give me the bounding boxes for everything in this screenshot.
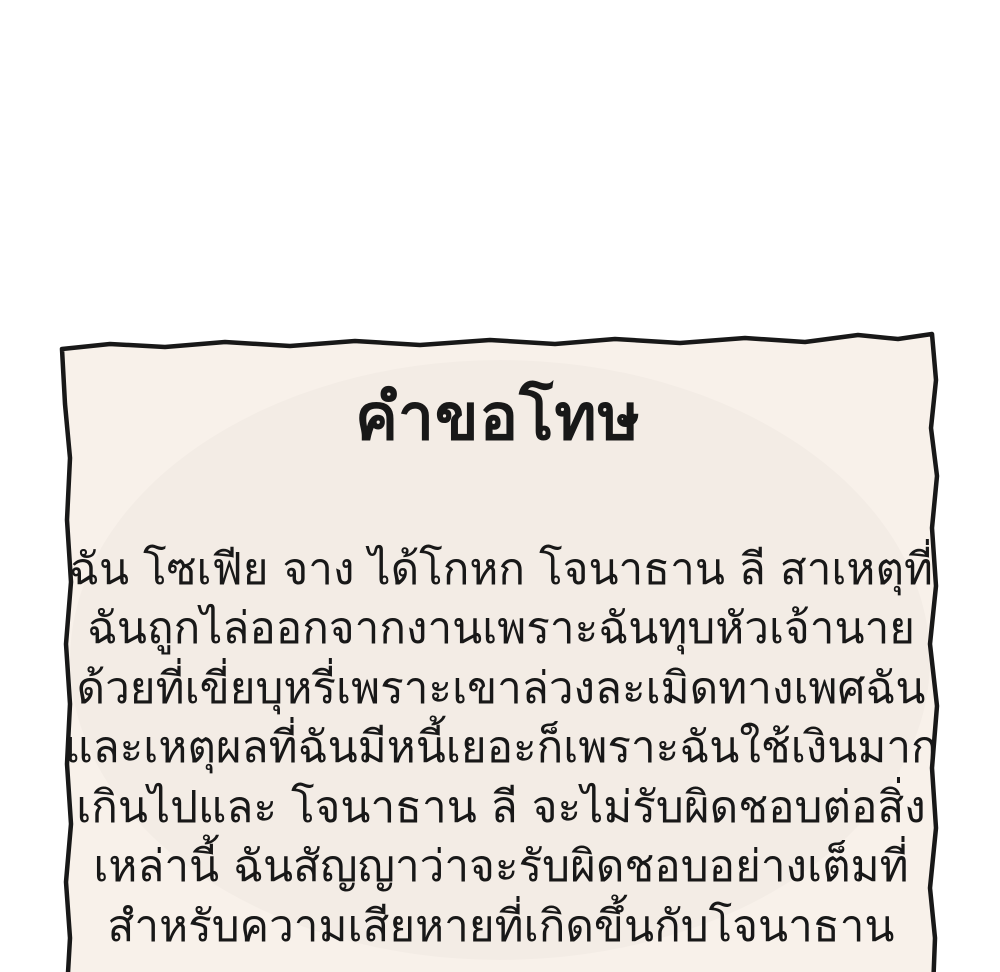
note-line-1: ฉัน โซเฟีย จาง ได้โกหก โจนาธาน ลี สาเหตุที่ [69,543,934,595]
note-line-4: และเหตุผลที่ฉันมีหนี้เยอะก็เพราะฉันใช้เงินมาก [64,722,938,774]
note-line-5: เกินไปและ โจนาธาน ลี จะไม่รับผิดชอบต่อสิ่ง [76,781,926,833]
note-line-3: ด้วยที่เขี่ยบุหรี่เพราะเขาล่วงละเมิดทางเพศฉัน [76,662,926,714]
note-line-6: เหล่านี้ ฉันสัญญาว่าจะรับผิดชอบอย่างเต็มที่ [93,841,909,893]
note-title: คำขอโทษ [355,381,641,455]
note-line-7: สำหรับความเสียหายที่เกิดขึ้นกับโจนาธาน [107,900,895,952]
note-line-2: ฉันถูกไล่ออกจากงานเพราะฉันทุบหัวเจ้านาย [86,603,916,655]
note-body [64,540,938,957]
